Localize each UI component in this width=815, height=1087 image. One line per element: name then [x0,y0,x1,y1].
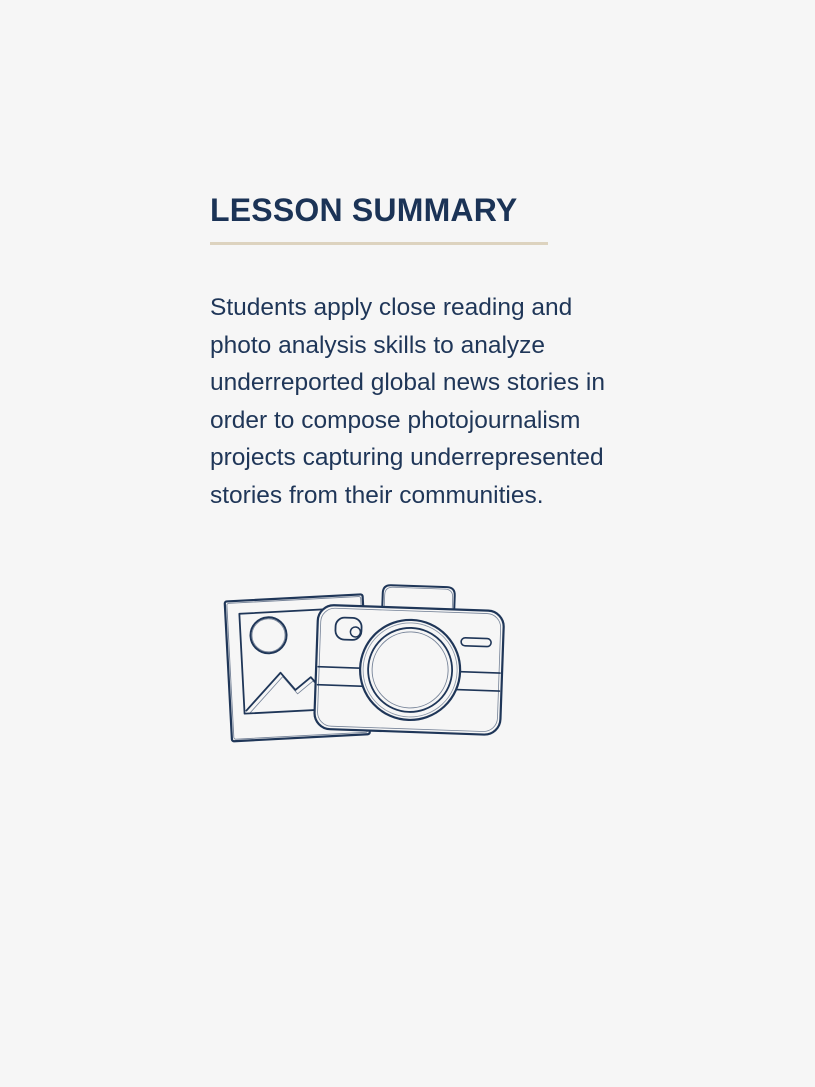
title-divider [210,242,548,245]
lesson-summary-text: Students apply close reading and photo analysis skills to analyze underreported global news stories in order to compose photojournalism projects capturing underrepresented stories from their communities. [210,294,605,509]
section-title: LESSON SUMMARY [210,192,518,228]
lesson-summary-section [210,190,630,514]
camera-icon [314,583,505,735]
photo-and-camera-sketch-icon [222,578,512,748]
